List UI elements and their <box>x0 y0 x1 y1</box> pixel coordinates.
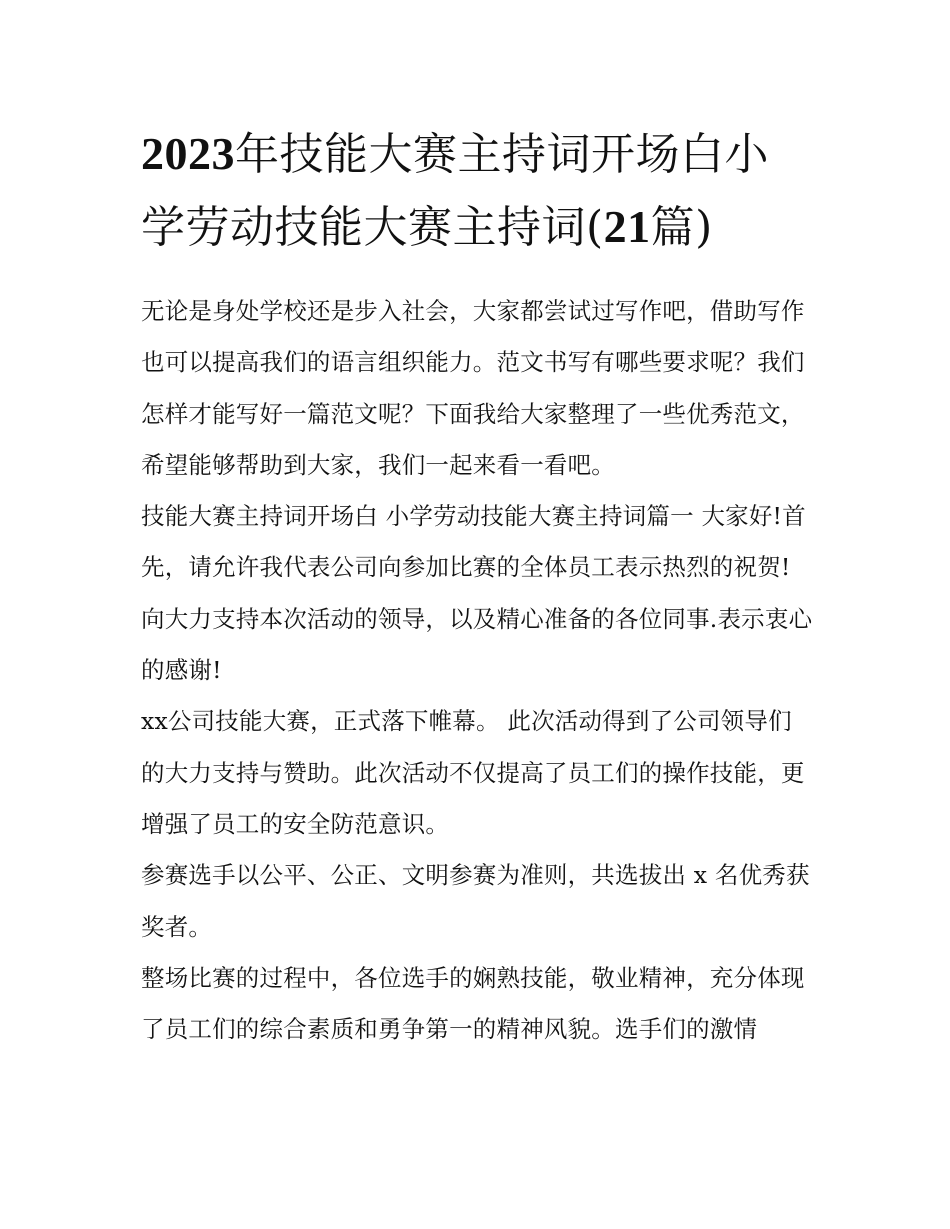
paragraph-greeting: 技能大赛主持词开场白 小学劳动技能大赛主持词篇一 大家好!首先，请允许我代表公司向参加比赛的全体员工表示热烈的祝贺!向大力支持本次活动的领导，以及精心准备的各位同事.表示衷心的感谢! <box>141 502 813 685</box>
paragraph-process: 整场比赛的过程中，各位选手的娴熟技能，敬业精神，充分体现了员工们的综合素质和勇争第一的精神风貌。选手们的激情 <box>141 963 805 1044</box>
document-title <box>141 118 813 264</box>
title-count: 21 <box>603 201 651 252</box>
title-end: 篇) <box>650 202 713 253</box>
document-page <box>141 118 813 1055</box>
paragraph-intro: 无论是身处学校还是步入社会，大家都尝试过写作吧，借助写作也可以提高我们的语言组织能力。范文书写有哪些要求呢？我们怎样才能写好一篇范文呢？下面我给大家整理了一些优秀范文，希望能够帮助到大家，我们一起来看一看吧。 <box>141 297 805 479</box>
paragraph-winners: 参赛选手以公平、公正、文明参赛为准则，共选拔出 x 名优秀获奖者。 <box>141 861 810 941</box>
paragraph-competition: xx公司技能大赛，正式落下帷幕。 此次活动得到了公司领导们的大力支持与赞助。此次活动不仅提高了员工们的操作技能，更增强了员工的安全防范意识。 <box>141 707 805 838</box>
title-year: 2023 <box>141 128 235 179</box>
title-main: 年技能大赛主持词开场白小学劳动技能大赛主持词( <box>141 129 769 253</box>
